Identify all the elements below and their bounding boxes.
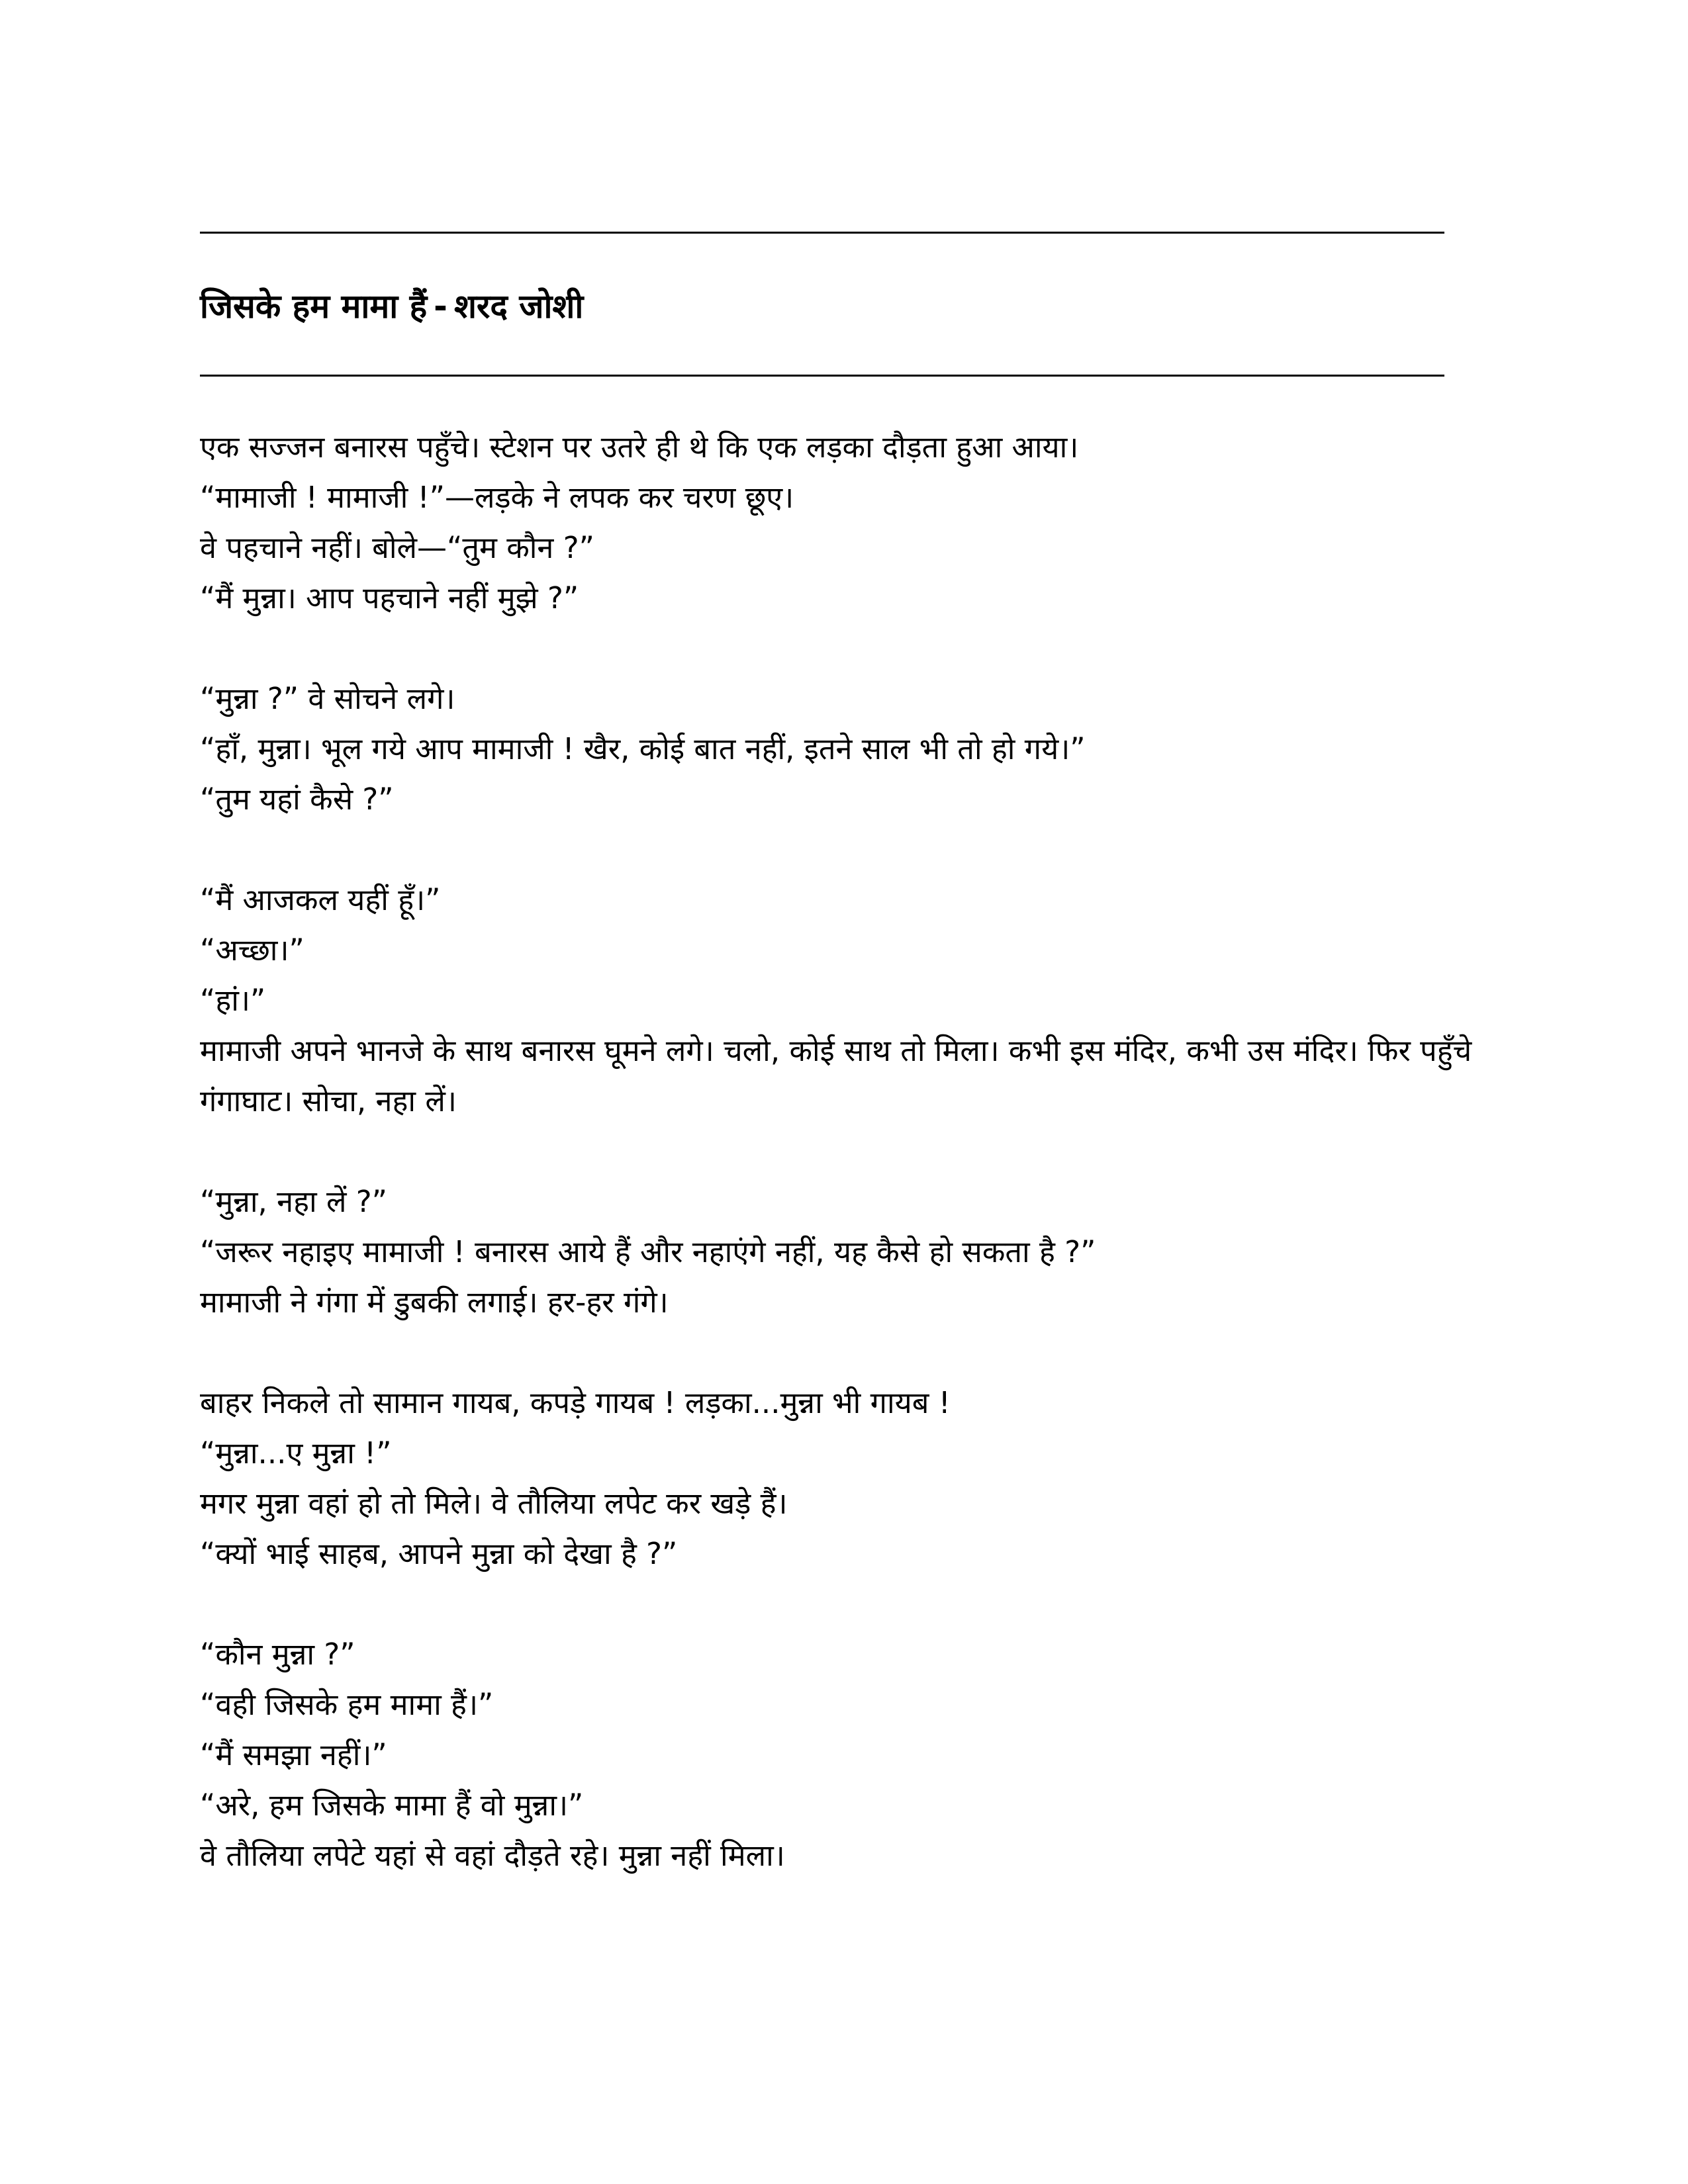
text-line: वे पहचाने नहीं। बोले—“तुम कौन ?” xyxy=(200,530,594,565)
text-line: “मुन्ना, नहा लें ?” xyxy=(200,1184,387,1219)
text-line: “वही जिसके हम मामा हैं।” xyxy=(200,1687,494,1722)
text-line: “कौन मुन्ना ?” xyxy=(200,1637,355,1672)
text-line: “मुन्ना ?” वे सोचने लगे। xyxy=(200,681,455,716)
story-title: जिसके हम मामा हैं xyxy=(200,287,428,326)
text-line: “मैं मुन्ना। आप पहचाने नहीं मुझे ?” xyxy=(200,580,579,615)
text-line: “जरूर नहाइए मामाजी ! बनारस आये हैं और नहाएंगे नहीं, यह कैसे हो सकता है ?” xyxy=(200,1234,1096,1269)
top-divider xyxy=(200,232,1444,234)
paragraph xyxy=(200,1378,1497,1579)
text-line: “क्यों भाई साहब, आपने मुन्ना को देखा है ?” xyxy=(200,1536,678,1571)
title-separator: - xyxy=(434,287,447,326)
paragraph xyxy=(200,875,1497,1126)
text-line: “अरे, हम जिसके मामा हैं वो मुन्ना।” xyxy=(200,1788,584,1823)
text-line: “हां।” xyxy=(200,983,266,1018)
text-line: “मैं समझा नहीं।” xyxy=(200,1737,387,1772)
story-body xyxy=(200,422,1497,1931)
text-line: एक सज्जन बनारस पहुँचे। स्टेशन पर उतरे ही थे कि एक लड़का दौड़ता हुआ आया। xyxy=(200,430,1079,465)
bottom-divider xyxy=(200,375,1444,377)
paragraph xyxy=(200,674,1497,825)
text-line: “मुन्ना...ए मुन्ना !” xyxy=(200,1435,392,1471)
paragraph xyxy=(200,1629,1497,1881)
page-title xyxy=(200,278,583,335)
author-name: शरद जोशी xyxy=(453,287,584,326)
text-line: “मैं आजकल यहीं हूँ।” xyxy=(200,882,441,917)
text-line: “हाँ, मुन्ना। भूल गये आप मामाजी ! खैर, कोई बात नहीं, इतने साल भी तो हो गये।” xyxy=(200,731,1086,766)
text-line: बाहर निकले तो सामान गायब, कपड़े गायब ! लड़का...मुन्ना भी गायब ! xyxy=(200,1385,951,1420)
text-line: “अच्छा।” xyxy=(200,933,305,968)
text-line: “मामाजी ! मामाजी !”—लड़के ने लपक कर चरण छूए। xyxy=(200,480,794,515)
text-line: मामाजी ने गंगा में डुबकी लगाई। हर-हर गंगे। xyxy=(200,1285,669,1320)
text-line: वे तौलिया लपेटे यहां से वहां दौड़ते रहे। मुन्ना नहीं मिला। xyxy=(200,1838,785,1873)
paragraph xyxy=(200,1177,1497,1328)
text-line: मामाजी अपने भानजे के साथ बनारस घूमने लगे। चलो, कोई साथ तो मिला। कभी इस मंदिर, कभी उस मंदिर। फिर पहुँचे गंगाघाट। सोचा, नहा लें। xyxy=(200,1033,1472,1118)
text-line: “तुम यहां कैसे ?” xyxy=(200,782,394,817)
paragraph xyxy=(200,422,1497,623)
text-line: मगर मुन्ना वहां हो तो मिले। वे तौलिया लपेट कर खड़े हैं। xyxy=(200,1486,788,1521)
